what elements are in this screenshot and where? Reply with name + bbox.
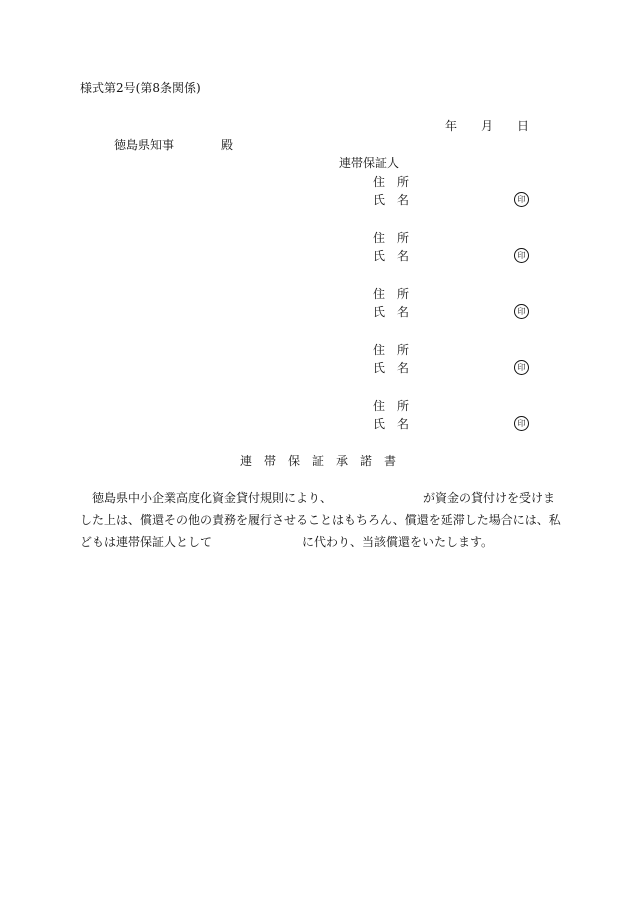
seal-mark: 印: [514, 416, 529, 431]
addressee-name: 徳島県知事: [114, 138, 175, 152]
guarantor-heading: 連帯保証人: [339, 156, 400, 170]
title-char: 証: [312, 454, 325, 468]
body-text: に代わり、当該償還をいたします。: [302, 535, 494, 549]
seal-mark: 印: [514, 248, 529, 263]
body-line-1: [80, 487, 556, 509]
seal-mark: 印: [514, 304, 529, 319]
title-char: 諾: [360, 454, 373, 468]
title-char: 連: [240, 454, 253, 468]
guarantor-name-label: 氏 名: [373, 361, 410, 375]
title-char: 書: [384, 454, 397, 468]
body-line-3: [80, 531, 552, 553]
body-text: どもは連帯保証人として: [80, 535, 213, 549]
body-text: が資金の貸付けを受けま: [423, 491, 556, 505]
guarantor-name-label: 氏 名: [373, 417, 410, 431]
guarantor-name-label: 氏 名: [373, 193, 410, 207]
guarantor-address-label: 住 所: [373, 399, 410, 413]
guarantor-address-label: 住 所: [373, 287, 410, 301]
guarantor-address-label: 住 所: [373, 175, 410, 189]
guarantor-address-label: 住 所: [373, 343, 410, 357]
title-char: 承: [336, 454, 349, 468]
addressee-honorific: 殿: [221, 138, 234, 152]
date-day: 日: [517, 119, 530, 133]
seal-mark: 印: [514, 360, 529, 375]
title-char: 帯: [264, 454, 277, 468]
date-year: 年: [445, 119, 458, 133]
title-char: 保: [288, 454, 301, 468]
guarantor-address-label: 住 所: [373, 231, 410, 245]
guarantor-name-label: 氏 名: [373, 249, 410, 263]
guarantor-name-label: 氏 名: [373, 305, 410, 319]
date-month: 月: [481, 119, 494, 133]
body-text: 徳島県中小企業高度化資金貸付規則により、: [92, 491, 333, 505]
form-label: 様式第2号(第8条関係): [80, 81, 201, 95]
body-line-2: [80, 509, 561, 531]
body-text: した上は、償還その他の責務を履行させることはもちろん、償還を延滞した場合には、私: [80, 513, 561, 527]
seal-mark: 印: [514, 192, 529, 207]
body-paragraph: [80, 487, 561, 553]
